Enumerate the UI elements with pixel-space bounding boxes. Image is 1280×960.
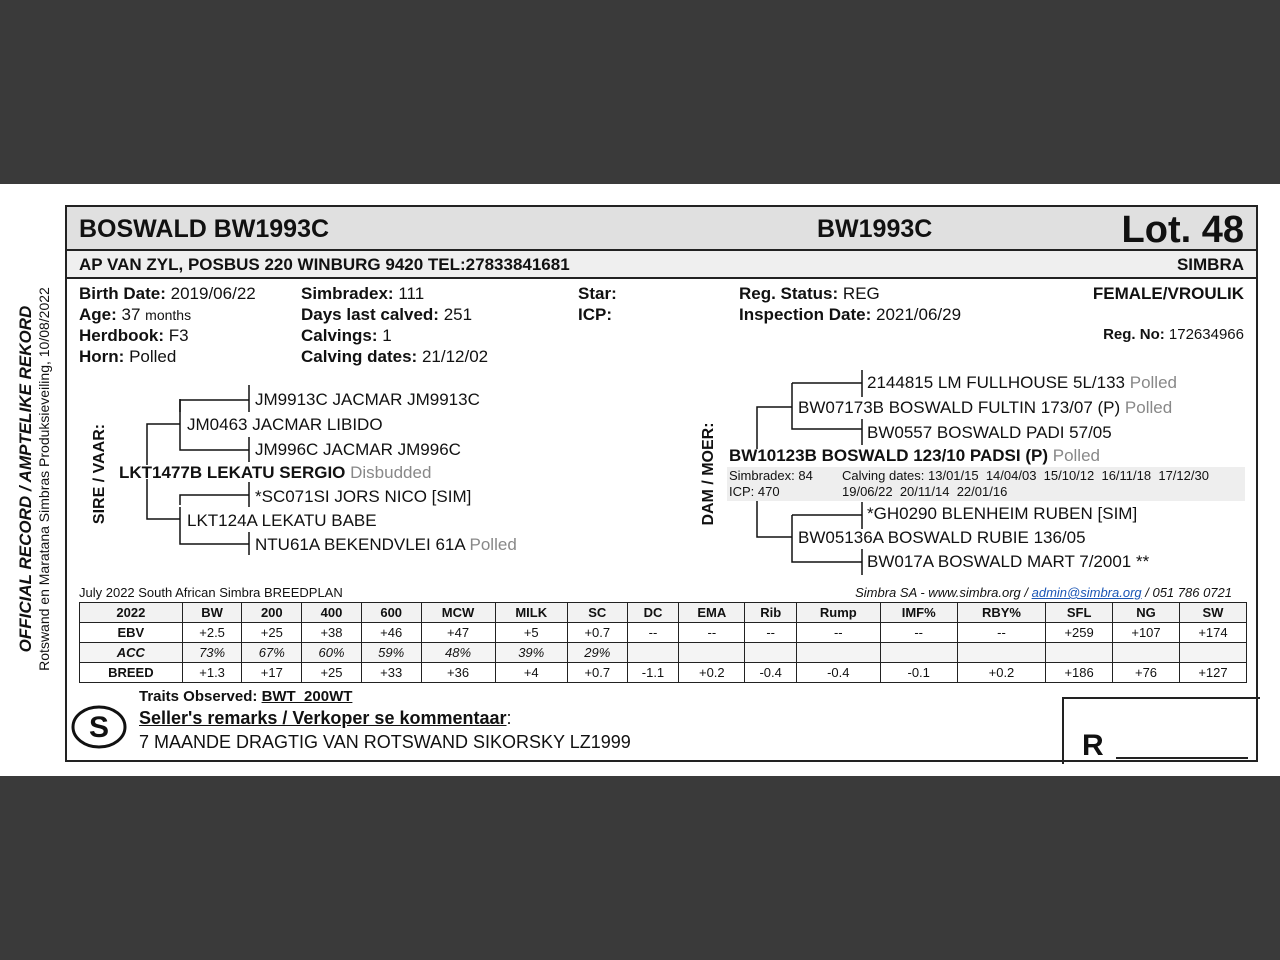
- ebv-cell: 48%: [421, 643, 495, 663]
- ebv-row-breed: [80, 663, 1247, 683]
- ebv-cell: IMF%: [880, 603, 957, 623]
- calving-dates: Calving dates: 21/12/02: [301, 347, 489, 366]
- sire-sire: JM0463 JACMAR LIBIDO: [187, 415, 383, 434]
- ebv-cell: --: [627, 623, 679, 643]
- breedplan-label: July 2022 South African Simbra BREEDPLAN: [79, 585, 343, 600]
- sire-dam: LKT124A LEKATU BABE: [187, 511, 377, 530]
- ebv-cell: BW: [182, 603, 242, 623]
- dam-dam-dam: BW017A BOSWALD MART 7/2001 **: [867, 552, 1150, 571]
- ebv-cell: +17: [242, 663, 302, 683]
- simbra-logo-icon: [71, 703, 127, 751]
- sire-sire-dam: JM996C JACMAR JM996C: [255, 440, 461, 459]
- ebv-cell: ACC: [80, 643, 183, 663]
- ebv-cell: [880, 643, 957, 663]
- ebv-cell: +47: [421, 623, 495, 643]
- reg-status: Reg. Status: REG: [739, 284, 880, 303]
- ebv-cell: RBY%: [957, 603, 1045, 623]
- ebv-header-row: [80, 603, 1247, 623]
- ebv-cell: --: [880, 623, 957, 643]
- dam-simbradex: Simbradex: 84: [729, 468, 813, 483]
- side-strip: [0, 184, 62, 776]
- ebv-cell: SFL: [1046, 603, 1113, 623]
- ebv-cell: -0.4: [745, 663, 797, 683]
- ebv-cell: 400: [302, 603, 362, 623]
- svg-text:S: S: [88, 711, 110, 744]
- dam-calving-dates-2: 19/06/22 20/11/14 22/01/16: [842, 484, 1008, 499]
- birth-date: Birth Date: 2019/06/22: [79, 284, 256, 303]
- remarks-text: 7 MAANDE DRAGTIG VAN ROTSWAND SIKORSKY LZ1999: [139, 732, 631, 752]
- simbradex: Simbradex: 111: [301, 284, 425, 303]
- sire-sire-sire: JM9913C JACMAR JM9913C: [255, 390, 480, 409]
- ebv-cell: [1046, 643, 1113, 663]
- dam-sire-sire: 2144815 LM FULLHOUSE 5L/133 Polled: [867, 373, 1177, 392]
- ebv-cell: SW: [1179, 603, 1246, 623]
- ebv-cell: Rump: [797, 603, 881, 623]
- ebv-cell: 67%: [242, 643, 302, 663]
- sire-dam-dam: NTU61A BEKENDVLEI 61A Polled: [255, 535, 517, 554]
- ebv-cell: 39%: [495, 643, 567, 663]
- ebv-cell: +186: [1046, 663, 1113, 683]
- ebv-cell: +33: [361, 663, 421, 683]
- ebv-cell: +25: [302, 663, 362, 683]
- herdbook: Herdbook: F3: [79, 326, 189, 345]
- dam-label: DAM / MOER:: [700, 422, 717, 526]
- ebv-cell: BREED: [80, 663, 183, 683]
- dam-sire: BW07173B BOSWALD FULTIN 173/07 (P) Polled: [798, 398, 1173, 417]
- ebv-cell: MILK: [495, 603, 567, 623]
- ebv-cell: -0.4: [797, 663, 881, 683]
- contact-email-link[interactable]: admin@simbra.org: [1031, 585, 1142, 600]
- sire-label: SIRE / VAAR:: [91, 423, 108, 525]
- ebv-row-ebv: [80, 623, 1247, 643]
- ebv-cell: +127: [1179, 663, 1246, 683]
- ebv-cell: EMA: [679, 603, 745, 623]
- dam-icp: ICP: 470: [729, 484, 780, 499]
- r-box: [1062, 697, 1260, 764]
- ebv-cell: 60%: [302, 643, 362, 663]
- ebv-cell: [797, 643, 881, 663]
- official-record-label: OFFICIAL RECORD / AMPTELIKE REKORD: [16, 305, 35, 653]
- sire-name: LKT1477B LEKATU SERGIO Disbudded: [119, 463, 432, 482]
- animal-name: BOSWALD BW1993C: [79, 215, 330, 243]
- r-label: R: [1082, 729, 1104, 762]
- ebv-cell: +76: [1113, 663, 1180, 683]
- ebv-cell: [957, 643, 1045, 663]
- remarks-title: Seller's remarks / Verkoper se kommentaar:: [139, 708, 512, 728]
- ebv-cell: +2.5: [182, 623, 242, 643]
- icp: ICP:: [578, 305, 612, 324]
- breed-label: SIMBRA: [1176, 255, 1244, 274]
- owner-line: AP VAN ZYL, POSBUS 220 WINBURG 9420 TEL:27833841681: [79, 255, 570, 274]
- ebv-row-acc: [80, 643, 1247, 663]
- ebv-cell: -0.1: [880, 663, 957, 683]
- dam-info-box: [727, 467, 1245, 501]
- ebv-cell: MCW: [421, 603, 495, 623]
- sale-name-label: Rotswand en Maratana Simbras Produksieveiling, 10/08/2022: [36, 287, 52, 671]
- ebv-cell: 600: [361, 603, 421, 623]
- ebv-cell: +38: [302, 623, 362, 643]
- ebv-cell: 29%: [567, 643, 627, 663]
- dam-sire-dam: BW0557 BOSWALD PADI 57/05: [867, 423, 1112, 442]
- dam-calving-dates-1: Calving dates: 13/01/15 14/04/03 15/10/12 16/11/18 17/12/30: [842, 468, 1209, 483]
- ebv-cell: 59%: [361, 643, 421, 663]
- ebv-cell: -1.1: [627, 663, 679, 683]
- ebv-cell: [1179, 643, 1246, 663]
- dam-name: BW10123B BOSWALD 123/10 PADSI (P) Polled: [729, 446, 1100, 465]
- ebv-cell: +0.7: [567, 663, 627, 683]
- ebv-cell: Rib: [745, 603, 797, 623]
- ebv-table: [79, 602, 1247, 683]
- reg-number: Reg. No: 172634966: [1103, 326, 1244, 343]
- contact-line: Simbra SA - www.simbra.org / admin@simbra.org / 051 786 0721: [855, 585, 1232, 600]
- ebv-cell: 2022: [80, 603, 183, 623]
- ebv-cell: +46: [361, 623, 421, 643]
- ebv-cell: --: [745, 623, 797, 643]
- ebv-cell: DC: [627, 603, 679, 623]
- dam-dam-sire: *GH0290 BLENHEIM RUBEN [SIM]: [867, 504, 1138, 523]
- age: Age: 37 months: [79, 305, 192, 324]
- ebv-cell: --: [957, 623, 1045, 643]
- ebv-cell: [679, 643, 745, 663]
- ebv-cell: +36: [421, 663, 495, 683]
- lot-number: Lot. 48: [1121, 209, 1244, 251]
- ebv-cell: [1113, 643, 1180, 663]
- ebv-cell: +0.7: [567, 623, 627, 643]
- calvings: Calvings: 1: [301, 326, 392, 345]
- horn: Horn: Polled: [79, 347, 177, 366]
- ebv-cell: +4: [495, 663, 567, 683]
- ebv-cell: [745, 643, 797, 663]
- ebv-cell: 73%: [182, 643, 242, 663]
- ebv-cell: +5: [495, 623, 567, 643]
- ebv-cell: SC: [567, 603, 627, 623]
- ebv-cell: +25: [242, 623, 302, 643]
- dam-dam: BW05136A BOSWALD RUBIE 136/05: [798, 528, 1086, 547]
- ebv-cell: --: [679, 623, 745, 643]
- ebv-cell: 200: [242, 603, 302, 623]
- ebv-cell: +107: [1113, 623, 1180, 643]
- star: Star:: [578, 284, 617, 303]
- days-last-calved: Days last calved: 251: [301, 305, 473, 324]
- ebv-cell: +259: [1046, 623, 1113, 643]
- lot-card: [65, 205, 1258, 762]
- ebv-cell: +1.3: [182, 663, 242, 683]
- ebv-cell: --: [797, 623, 881, 643]
- sire-dam-sire: *SC071SI JORS NICO [SIM]: [255, 487, 472, 506]
- animal-code: BW1993C: [817, 215, 933, 243]
- ebv-cell: +0.2: [679, 663, 745, 683]
- sex: FEMALE/VROULIK: [1092, 284, 1244, 303]
- traits-observed: Traits Observed: BWT 200WT: [139, 688, 353, 705]
- ebv-cell: EBV: [80, 623, 183, 643]
- ebv-cell: +0.2: [957, 663, 1045, 683]
- ebv-cell: NG: [1113, 603, 1180, 623]
- inspection-date: Inspection Date: 2021/06/29: [739, 305, 962, 324]
- r-signature-line[interactable]: [1116, 757, 1248, 759]
- ebv-cell: +174: [1179, 623, 1246, 643]
- ebv-cell: [627, 643, 679, 663]
